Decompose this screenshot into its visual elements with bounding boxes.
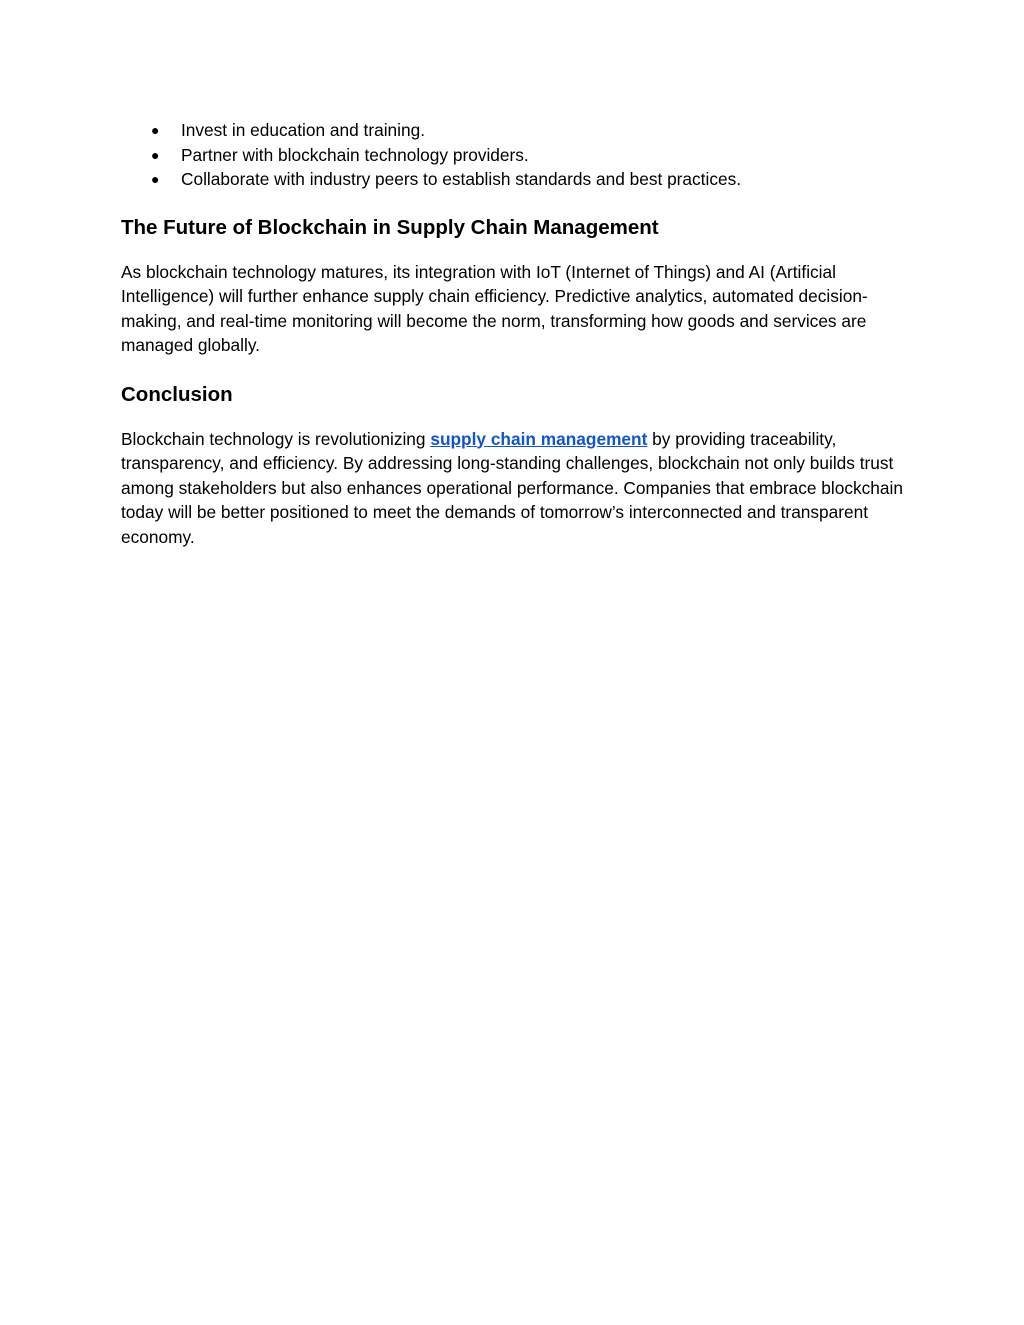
- list-item-text: Partner with blockchain technology providers.: [181, 144, 529, 165]
- supply-chain-management-link[interactable]: supply chain management: [430, 428, 648, 449]
- document-page: [121, 118, 911, 549]
- list-item-text: Invest in education and training.: [181, 120, 426, 140]
- bullet-icon: ●: [151, 146, 160, 163]
- list-item: [121, 143, 911, 168]
- bullet-icon: ●: [151, 171, 160, 187]
- list-item: [121, 167, 911, 192]
- conclusion-text-before-link: Blockchain technology is revolutionizing: [121, 428, 431, 449]
- bullet-icon: ●: [151, 122, 160, 138]
- list-item: [121, 118, 911, 143]
- conclusion-text-after-link: by providing traceability, transparency, and efficiency. By addressing long-standing challenges, blockchain not only builds trust among stakeholders but also enhances operational performance. Companies that embrace blockchain today will be better positioned to meet the demands of tomorrow’s interconnected and transparent economy.: [121, 428, 903, 547]
- bullet-list: [121, 118, 911, 192]
- future-paragraph: As blockchain technology matures, its integration with IoT (Internet of Things) and AI (Artificial Intelligence) will further enhance supply chain efficiency. Predictive analytics, automated decision-making, and real-time monitoring will become the norm, transforming how goods and services are managed globally.: [121, 261, 868, 355]
- conclusion-paragraph: [121, 427, 911, 550]
- section-heading-conclusion: Conclusion: [121, 382, 233, 406]
- list-item-text: Collaborate with industry peers to establish standards and best practices.: [181, 169, 742, 189]
- section-heading-future: The Future of Blockchain in Supply Chain Management: [121, 215, 659, 239]
